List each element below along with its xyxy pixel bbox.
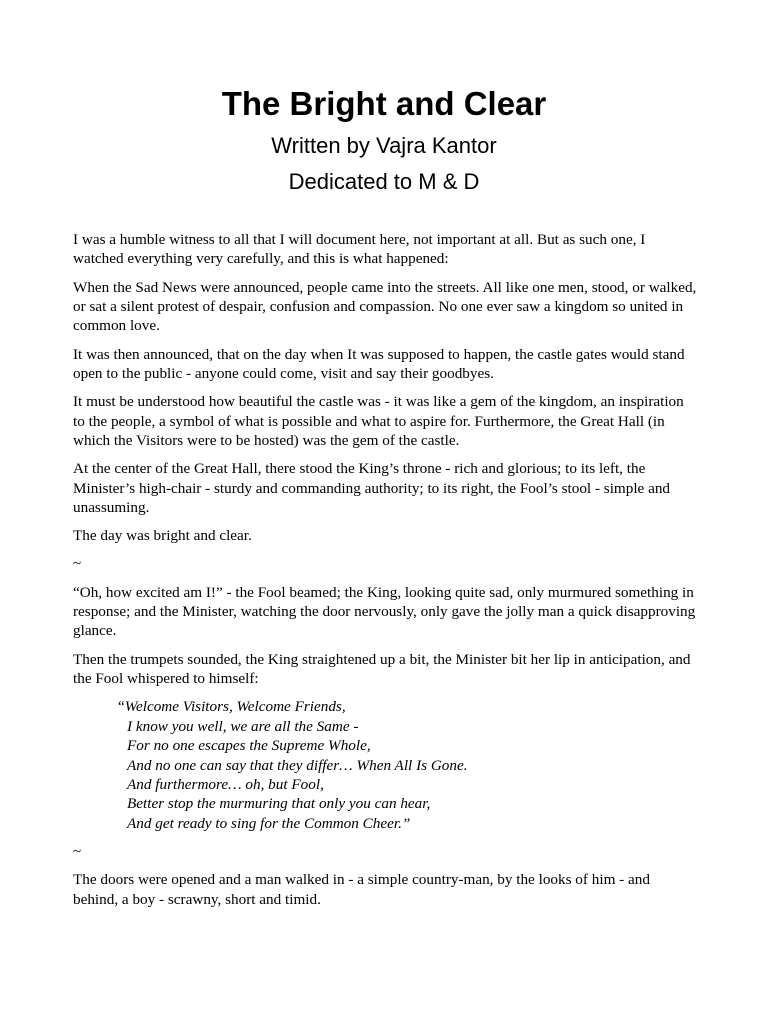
poem-line: And get ready to sing for the Common Cheer.” [127,814,411,832]
poem-line: Better stop the murmuring that only you can hear, [127,795,431,813]
poem-line: I know you well, we are all the Same - [127,717,359,735]
paragraph: It was then announced, that on the day when It was supposed to happen, the castle gates would stand open to the public - anyone could come, visit and say their goodbyes. [73,345,685,383]
paragraph: The day was bright and clear. [73,527,252,545]
poem-block [118,697,698,833]
paragraph: Then the trumpets sounded, the King straightened up a bit, the Minister bit her lip in anticipation, and the Fool whispered to himself: [73,650,691,688]
paragraph: The doors were opened and a man walked in - a simple country-man, by the looks of him - and behind, a boy - scrawny, short and timid. [73,871,650,908]
author-line: Written by Vajra Kantor [271,133,497,158]
section-separator: ~ [73,842,82,860]
section-separator: ~ [73,555,82,573]
document-body [73,230,698,918]
paragraph: At the center of the Great Hall, there stood the King’s throne - rich and glorious; to its left, the Minister’s high-chair - sturdy and commanding authority; to its right, the Fool’s stool - simple and unassuming. [73,460,671,517]
poem-line: “Welcome Visitors, Welcome Friends, [118,698,346,716]
poem-close-quote: ” [401,814,411,832]
poem-line: For no one escapes the Supreme Whole, [127,737,371,755]
document-title: The Bright and Clear [221,85,547,122]
dedication-line: Dedicated to M & D [288,169,480,194]
poem-line: And furthermore… oh, but Fool, [127,775,324,793]
paragraph: I was a humble witness to all that I will document here, not important at all. But as such one, I watched everything very carefully, and this is what happened: [73,231,646,268]
paragraph: “Oh, how excited am I!” - the Fool beamed; the King, looking quite sad, only murmured something in response; and the Minister, watching the door nervously, only gave the jolly man a quick disapproving glance. [73,583,696,640]
poem-open-quote: “ [118,698,125,716]
paragraph: It must be understood how beautiful the castle was - it was like a gem of the kingdom, an inspiration to the people, a symbol of what is possible and what to aspire for. Furthermore, the Great Hall (in which the Visitors were to be hosted) was the gem of the castle. [73,393,684,450]
paragraph: When the Sad News were announced, people came into the streets. All like one men, stood, or walked, or sat a silent protest of despair, confusion and compassion. No one ever saw a kingdom so united in common love. [73,278,697,335]
poem-line: And no one can say that they differ… When All Is Gone. [127,756,468,774]
